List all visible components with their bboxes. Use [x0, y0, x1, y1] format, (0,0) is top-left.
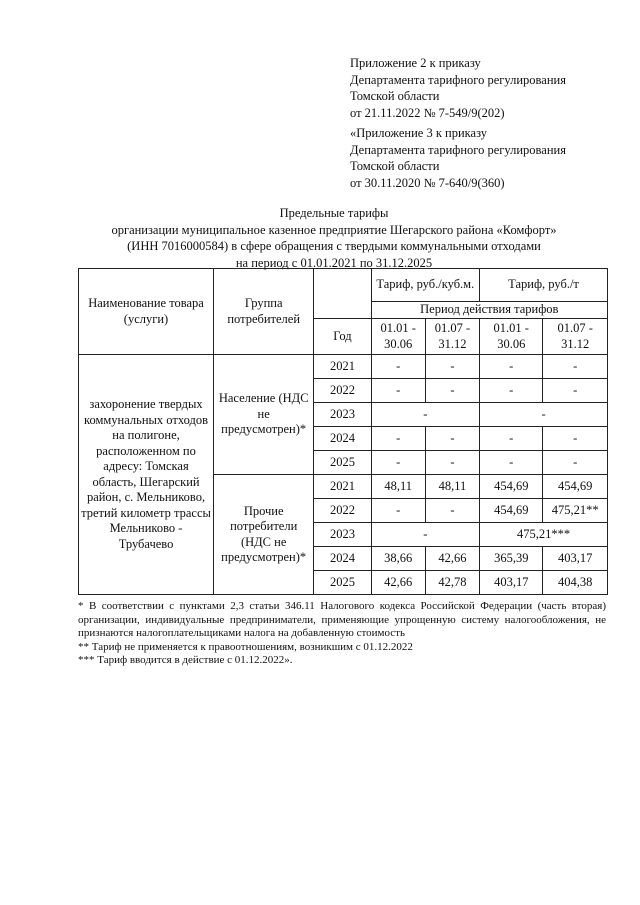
title-line: на период с 01.01.2021 по 31.12.2025	[235, 255, 433, 270]
value-cell: 403,17	[480, 571, 543, 595]
appendix-line: Томской области	[350, 159, 440, 173]
appendix-line: Приложение 2 к приказу	[350, 56, 481, 70]
appendix-line: «Приложение 3 к приказу	[350, 126, 488, 140]
value-cell: -	[425, 427, 479, 451]
value-cell: -	[480, 355, 543, 379]
year-cell: 2023	[314, 523, 371, 547]
value-cell: 48,11	[371, 475, 425, 499]
value-cell: -	[371, 499, 425, 523]
product-cell: захоронение твердых коммунальных отходов на полигоне, расположенном по адресу: Томская область, Шегарский район, с. Мельниково, третий километр трассы Мельниково - Трубачево	[79, 355, 214, 595]
value-cell: -	[543, 451, 608, 475]
footnote-vat: * В соответствии с пунктами 2,3 статьи 346.11 Налогового кодекса Российской Федерации (часть вторая) организации, индивидуальные предприниматели, применяющие упрощенную систему налогообложения, не признаются налогоплательщиками налога на добавленную стоимость	[78, 600, 606, 639]
title-line: (ИНН 7016000584) в сфере обращения с твердыми коммунальными отходами	[127, 239, 541, 253]
value-cell: -	[543, 427, 608, 451]
value-cell: -	[371, 427, 425, 451]
group-other: Прочие потребители (НДС не предусмотрен)*	[214, 475, 314, 595]
year-cell: 2022	[314, 379, 371, 403]
value-cell: 404,38	[543, 571, 608, 595]
appendix-line: от 30.11.2020 № 7-640/9(360)	[350, 175, 505, 190]
value-cell: 42,66	[371, 571, 425, 595]
value-cell: 38,66	[371, 547, 425, 571]
value-cell: -	[480, 379, 543, 403]
value-cell: -	[371, 355, 425, 379]
value-cell: 475,21**	[543, 499, 608, 523]
header-half2-t: 01.07 - 31.12	[543, 319, 608, 355]
value-cell: 42,78	[425, 571, 479, 595]
appendix-line: Томской области	[350, 89, 440, 103]
header-year: Год	[314, 319, 371, 355]
value-cell: 454,69	[480, 499, 543, 523]
value-cell: 475,21***	[480, 523, 608, 547]
footnotes	[78, 600, 606, 668]
header-blank	[314, 269, 371, 319]
header-tariff-t: Тариф, руб./т	[480, 269, 608, 302]
value-cell: -	[425, 355, 479, 379]
value-cell: -	[480, 451, 543, 475]
footnote-not-applied: ** Тариф не применяется к правоотношениям, возникшим с 01.12.2022	[78, 640, 413, 653]
year-cell: 2021	[314, 475, 371, 499]
header-half2-m3: 01.07 - 31.12	[425, 319, 479, 355]
year-cell: 2024	[314, 547, 371, 571]
value-cell: 42,66	[425, 547, 479, 571]
group-population: Население (НДС не предусмотрен)*	[214, 355, 314, 475]
value-cell: -	[425, 379, 479, 403]
value-cell: -	[480, 403, 608, 427]
value-cell: -	[371, 451, 425, 475]
year-cell: 2025	[314, 571, 371, 595]
value-cell: -	[480, 427, 543, 451]
value-cell: -	[371, 523, 479, 547]
year-cell: 2023	[314, 403, 371, 427]
previous-appendix-reference	[350, 125, 566, 191]
appendix-line: Департамента тарифного регулирования	[350, 72, 566, 87]
tariff-table	[78, 268, 608, 595]
title-line: организации муниципальное казенное предприятие Шегарского района «Комфорт»	[111, 222, 557, 237]
header-tariff-m3: Тариф, руб./куб.м.	[371, 269, 479, 302]
value-cell: -	[543, 379, 608, 403]
appendix-reference	[350, 55, 566, 121]
header-half1-t: 01.01 - 30.06	[480, 319, 543, 355]
header-half1-m3: 01.01 - 30.06	[371, 319, 425, 355]
value-cell: 403,17	[543, 547, 608, 571]
header-period: Период действия тарифов	[371, 302, 607, 319]
year-cell: 2021	[314, 355, 371, 379]
footnote-effective: *** Тариф вводится в действие с 01.12.2022».	[78, 654, 293, 666]
title-line: Предельные тарифы	[279, 206, 389, 220]
value-cell: -	[371, 379, 425, 403]
year-cell: 2025	[314, 451, 371, 475]
value-cell: 48,11	[425, 475, 479, 499]
value-cell: -	[425, 499, 479, 523]
year-cell: 2024	[314, 427, 371, 451]
value-cell: -	[543, 355, 608, 379]
document-title	[60, 205, 608, 271]
year-cell: 2022	[314, 499, 371, 523]
appendix-line: от 21.11.2022 № 7-549/9(202)	[350, 105, 505, 120]
value-cell: 454,69	[543, 475, 608, 499]
value-cell: -	[371, 403, 479, 427]
table-row	[79, 355, 608, 379]
header-product: Наименование товара (услуги)	[79, 269, 214, 355]
appendix-line: Департамента тарифного регулирования	[350, 142, 566, 157]
value-cell: -	[425, 451, 479, 475]
header-consumer-group: Группа потребителей	[214, 269, 314, 355]
value-cell: 454,69	[480, 475, 543, 499]
value-cell: 365,39	[480, 547, 543, 571]
